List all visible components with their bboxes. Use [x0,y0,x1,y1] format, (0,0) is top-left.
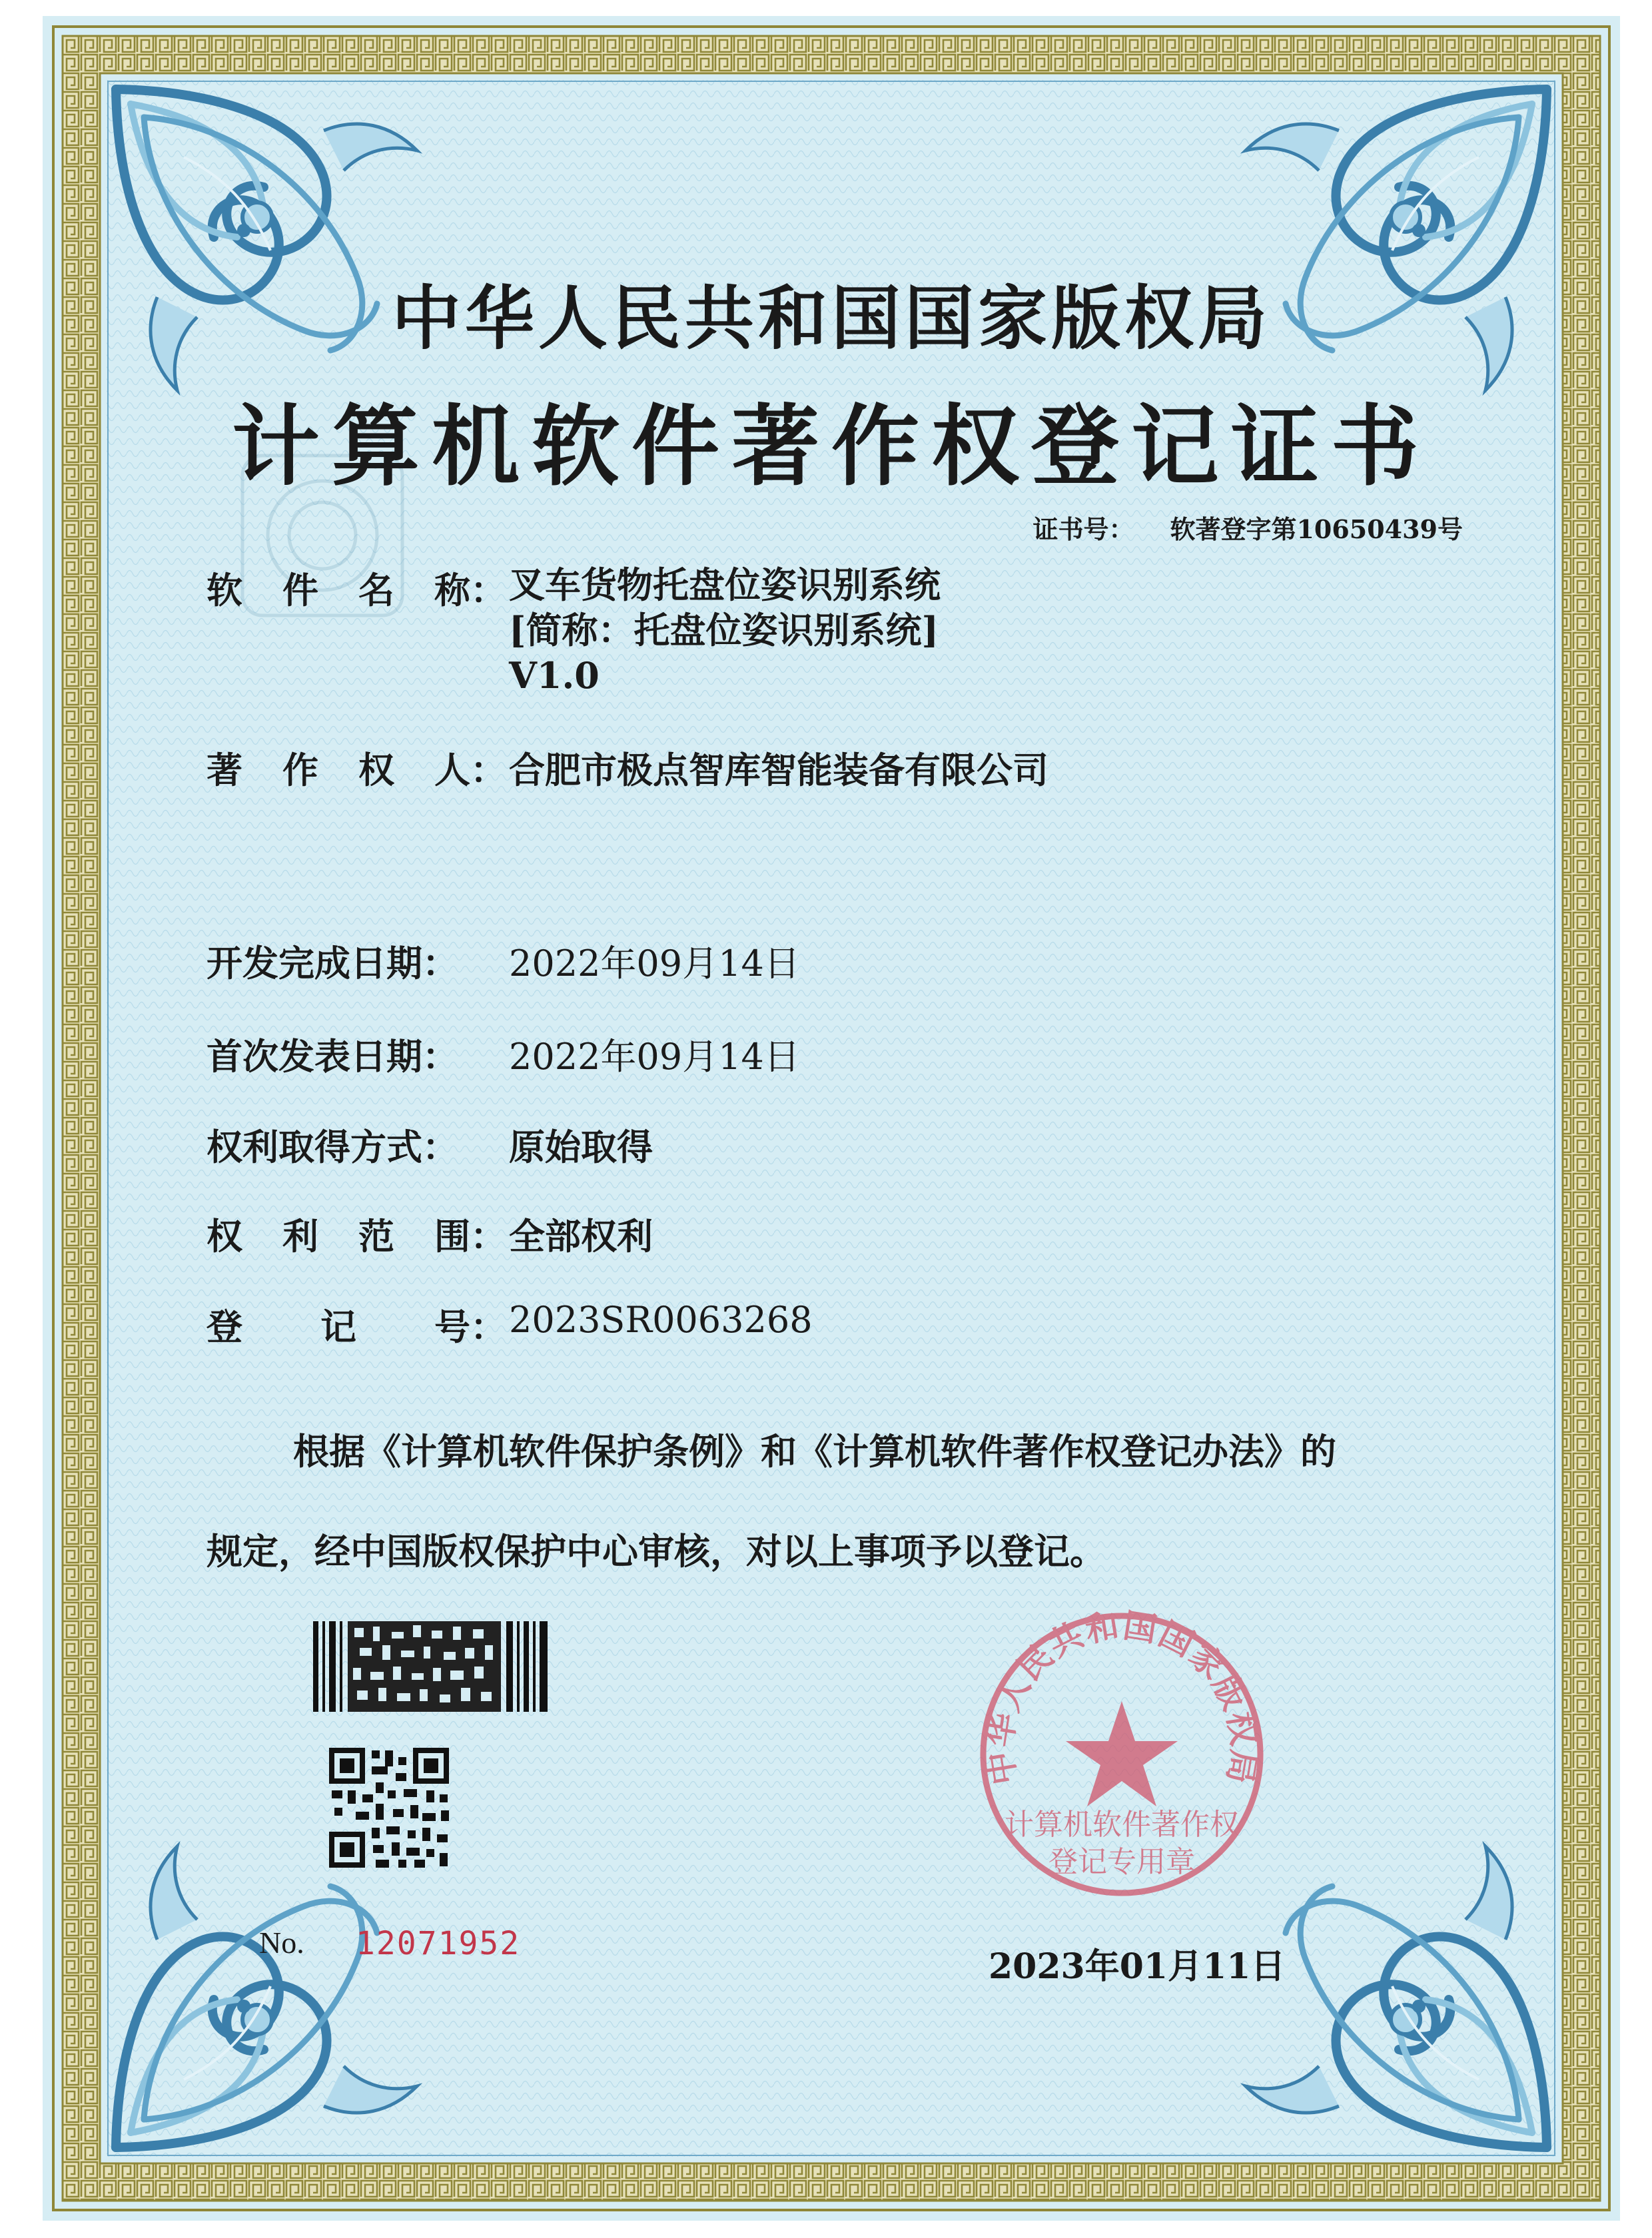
software-name-label [206,562,506,613]
seal-inner-line-1: 计算机软件著作权 [1005,1808,1239,1842]
acquisition-method-value: 原始取得 [509,1126,653,1168]
barcode-icon [313,1621,553,1712]
label-char: 权 [358,749,394,791]
label-char: 作 [282,749,318,791]
label-char: 件 [282,569,318,611]
rights-scope-value: 全部权利 [509,1215,653,1258]
certificate-number: 软著登字第10650439号 [1170,514,1463,544]
label-char: 号： [434,1306,506,1348]
label-char: 软 [206,569,242,611]
registration-number-label [206,1299,506,1350]
development-date-value: 2022年09月14日 [509,942,800,984]
issuing-authority-title: 中华人民共和国国家版权局 [391,277,1271,359]
label-char: 权 [206,1215,242,1258]
acquisition-method-label: 权利取得方式： [206,1126,458,1168]
certificate-number-label: 证书号： [1032,514,1134,544]
rights-scope-label [206,1208,506,1260]
seal-ring-text: 中华人民共和国国家版权局 [980,1608,1264,1788]
seal-inner-line-2: 登记专用章 [1048,1845,1195,1879]
development-date-label: 开发完成日期： [206,942,458,984]
serial-number-label: No. [259,1926,304,1960]
registration-number-value: 2023SR0063268 [509,1299,813,1341]
label-char: 著 [206,749,242,791]
serial-number: 12071952 [356,1925,521,1962]
label-char: 人： [434,749,506,791]
copyright-holder-value: 合肥市极点智库智能装备有限公司 [509,749,1048,791]
software-version-line: V1.0 [509,654,600,697]
first-publication-date-label: 首次发表日期： [206,1035,458,1078]
statement-line-2: 规定，经中国版权保护中心审核，对以上事项予以登记。 [206,1530,1106,1573]
certificate-number-row [1032,509,1463,546]
qr-code-icon [329,1748,449,1868]
label-char: 名 [358,569,394,611]
software-name-line: 叉车货物托盘位姿识别系统 [509,563,941,606]
statement-line-1: 根据《计算机软件保护条例》和《计算机软件著作权登记办法》的 [293,1430,1336,1473]
label-char: 围： [434,1215,506,1258]
label-char: 记 [320,1306,356,1348]
official-seal-icon [975,1608,1268,1901]
certificate [43,16,1620,2221]
software-name-value [509,562,941,698]
label-char: 利 [282,1215,318,1258]
software-short-name-line: [简称：托盘位姿识别系统] [509,609,939,651]
label-char: 称： [434,569,506,611]
copyright-holder-label [206,742,506,793]
issue-date: 2023年01月11日 [989,1946,1286,1987]
label-char: 登 [206,1306,242,1348]
certificate-title: 计算机软件著作权登记证书 [232,395,1431,498]
first-publication-date-value: 2022年09月14日 [509,1036,800,1078]
label-char: 范 [358,1215,394,1258]
